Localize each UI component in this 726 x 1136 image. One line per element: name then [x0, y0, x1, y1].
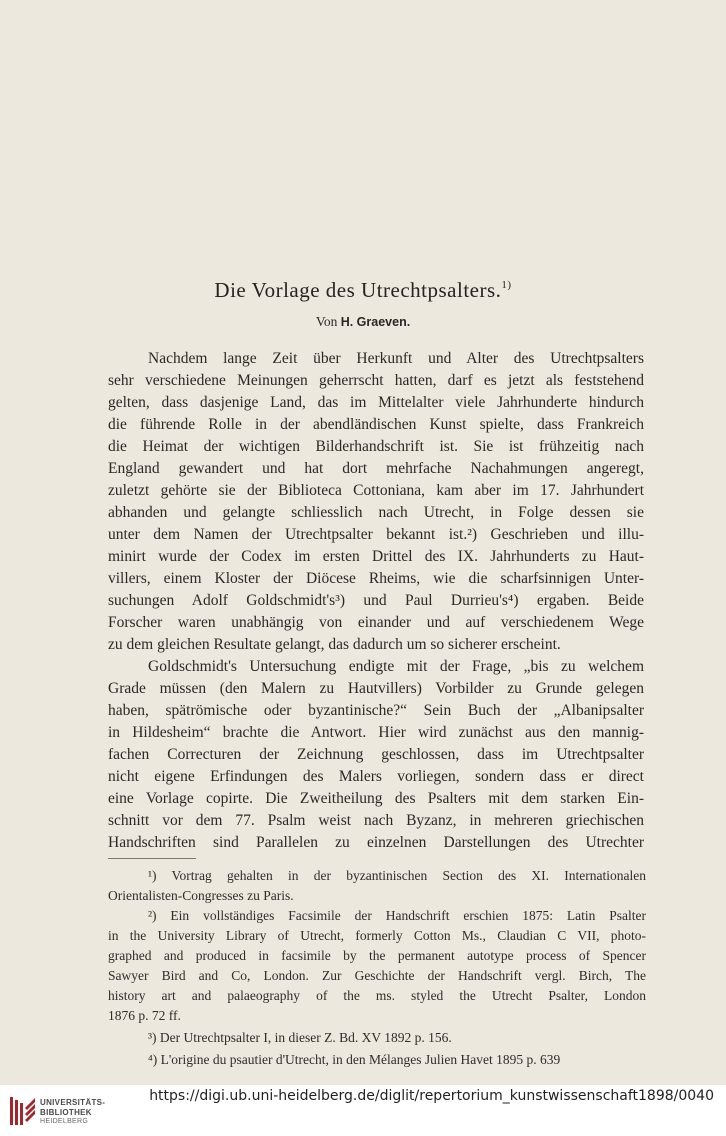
footnote-line: Sawyer Bird and Co, London. Zur Geschichte der Handschrift vergl. Birch, The: [108, 968, 646, 983]
body-line: Grade müssen (den Malern zu Hautvillers) Vorbilder zu Grunde gelegen: [108, 680, 644, 697]
body-line: in Hildesheim“ brachte die Antwort. Hier wird zunächst aus den mannig-: [108, 724, 644, 741]
library-name-line2: BIBLIOTHEK: [40, 1108, 92, 1117]
body-line: nicht eigene Erfindungen des Malers vorliegen, sondern dass er direct: [108, 768, 644, 785]
body-line: Nachdem lange Zeit über Herkunft und Alter des Utrechtpsalters: [148, 350, 644, 367]
library-name-line1: UNIVERSITÄTS-: [40, 1098, 106, 1107]
body-line: schnitt vor dem 77. Psalm weist nach Byzanz, in mehreren griechischen: [108, 812, 644, 829]
title-footnote-marker: 1): [501, 279, 512, 291]
footnote-line: ²) Ein vollständiges Facsimile der Handschrift erschien 1875: Latin Psalter: [148, 908, 646, 923]
body-line: die Heimat der wichtigen Bilderhandschrift ist. Sie ist frühzeitig nach: [108, 438, 644, 455]
body-line: gelten, dass dasjenige Land, das im Mittelalter viele Jahrhunderte hindurch: [108, 394, 644, 411]
body-line: minirt wurde der Codex im ersten Drittel des IX. Jahrhunderts zu Haut-: [108, 548, 644, 565]
body-line: England gewandert und hat dort mehrfache Nachahmungen angeregt,: [108, 460, 644, 477]
ub-heidelberg-logo-icon: [8, 1094, 36, 1128]
article-title: [0, 278, 726, 303]
footnote-line: 1876 p. 72 ff.: [108, 1008, 181, 1023]
footnote-separator: [108, 858, 196, 859]
permalink-url[interactable]: https://digi.ub.uni-heidelberg.de/diglit/repertorium_kunstwissenschaft1898/0040: [149, 1088, 714, 1104]
body-line: Forscher waren unabhängig von einander und auf verschiedenem Wege: [108, 614, 644, 631]
body-line: die führende Rolle in der abendländischen Kunst spielte, dass Frankreich: [108, 416, 644, 433]
footnote-line: ¹) Vortrag gehalten in der byzantinischen Section des XI. Internationalen: [148, 868, 646, 883]
body-line: Goldschmidt's Untersuchung endigte mit der Frage, „bis zu welchem: [148, 658, 644, 675]
body-line: sehr verschiedene Meinungen geherrscht hatten, darf es jetzt als feststehend: [108, 372, 644, 389]
byline-prefix: Von: [315, 314, 338, 329]
body-line: unter dem Namen der Utrechtpsalter bekannt ist.²) Geschrieben und illu-: [108, 526, 644, 543]
library-name-line3: HEIDELBERG: [40, 1118, 89, 1125]
body-line: abhanden und gelangte schliesslich nach Utrecht, in Folge dessen sie: [108, 504, 644, 521]
body-line: eine Vorlage copirte. Die Zweitheilung des Psalters mit dem starken Ein-: [108, 790, 644, 807]
body-line: haben, spätrömische oder byzantinische?“ Sein Buch der „Albanipsalter: [108, 702, 644, 719]
title-text: Die Vorlage des Utrechtpsalters.: [214, 278, 502, 302]
footnote-line: ³) Der Utrechtpsalter I, in dieser Z. Bd. XV 1892 p. 156.: [148, 1030, 452, 1045]
footnote-line: Orientalisten-Congresses zu Paris.: [108, 888, 294, 903]
body-line: suchungen Adolf Goldschmidt's³) und Paul Durrieu's⁴) ergaben. Beide: [108, 592, 644, 609]
body-line: Handschriften sind Parallelen zu einzelnen Darstellungen des Utrechter: [108, 834, 644, 851]
byline: [0, 314, 726, 330]
body-line: villers, einem Kloster der Diöcese Rheims, wie die scharfsinnigen Unter-: [108, 570, 644, 587]
footnote-line: history art and palaeography of the ms. styled the Utrecht Psalter, London: [108, 988, 646, 1003]
footnote-line: ⁴) L'origine du psautier d'Utrecht, in den Mélanges Julien Havet 1895 p. 639: [148, 1052, 561, 1067]
body-line: fachen Correcturen der Zeichnung geschlossen, dass im Utrechtpsalter: [108, 746, 644, 763]
footnote-line: in the University Library of Utrecht, formerly Cotton Ms., Claudian C VII, photo-: [108, 928, 646, 943]
footnote-line: graphed and produced in facsimile by the permanent autotype process of Spencer: [108, 948, 646, 963]
body-line: zuletzt gehörte sie der Biblioteca Cottoniana, kam aber im 17. Jahrhundert: [108, 482, 644, 499]
body-line: zu dem gleichen Resultate gelangt, das dadurch um so sicherer erscheint.: [108, 636, 561, 653]
author-name: H. Graeven.: [340, 315, 411, 329]
